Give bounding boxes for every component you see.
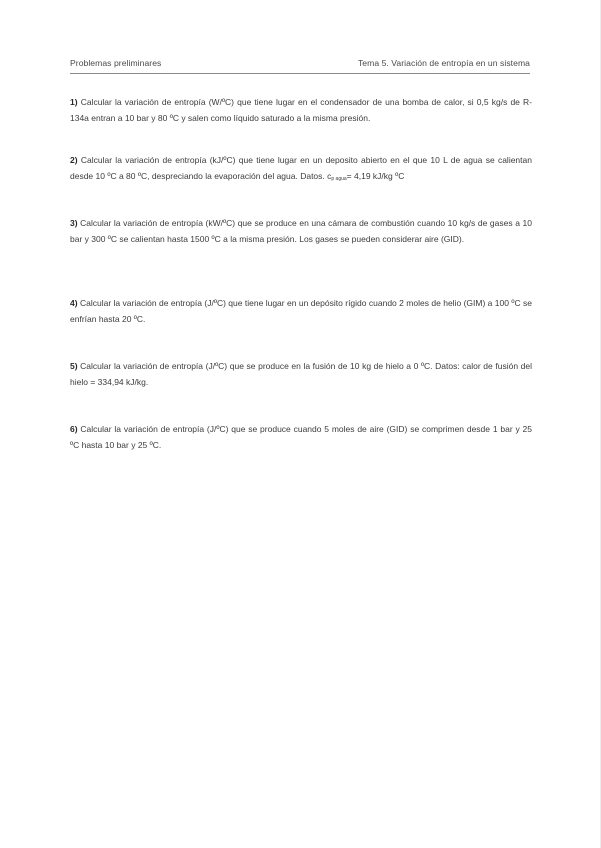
header-divider — [70, 73, 530, 74]
problem-4 — [70, 296, 532, 327]
problem-text: Calcular la variación de entropía (J/ºC) que se produce cuando 5 moles de aire (GID) se comprimen desde 1 bar y 25 ºC hasta 10 bar y 25 ºC. — [70, 424, 532, 450]
problem-number: 5) — [70, 361, 78, 371]
problem-number: 3) — [70, 218, 78, 228]
header-topic-title: Tema 5. Variación de entropía en un sistema — [357, 58, 530, 68]
problem-number: 2) — [70, 155, 78, 165]
header-course-title: Problemas preliminares — [70, 58, 162, 68]
problem-1 — [70, 95, 532, 126]
specific-heat-subscript: p agua — [331, 175, 347, 182]
problem-number: 4) — [70, 298, 78, 308]
problem-text-after: = 4,19 kJ/kg ºC — [346, 170, 405, 181]
problem-text: Calcular la variación de entropía (kJ/ºC) que tiene lugar en un deposito abierto en el que 10 L de agua se calientan desde 10 ºC a 80 ºC, despreciando la evaporación del agua. Datos. c — [70, 155, 532, 181]
problem-5 — [70, 359, 532, 390]
problem-number: 6) — [70, 424, 78, 434]
problem-number: 1) — [70, 97, 78, 107]
problem-text: Calcular la variación de entropía (J/ºC) que se produce en la fusión de 10 kg de hielo a 0 ºC. Datos: calor de fusión del hielo = 334,94 kJ/kg. — [70, 361, 532, 387]
problem-2 — [70, 153, 532, 187]
page-header — [70, 58, 530, 72]
problem-3 — [70, 216, 532, 247]
problem-text: Calcular la variación de entropía (W/ºC) que tiene lugar en el condensador de una bomba de calor, si 0,5 kg/s de R-134a entran a 10 bar y 80 ºC y salen como líquido saturado a la misma presión. — [70, 97, 532, 123]
problem-6 — [70, 422, 532, 453]
problem-text: Calcular la variación de entropía (J/ºC) que tiene lugar en un depósito rígido cuando 2 moles de helio (GIM) a 100 ºC se enfrían hasta 20 ºC. — [70, 298, 532, 324]
problem-text: Calcular la variación de entropía (kW/ºC) que se produce en una cámara de combustión cuando 10 kg/s de gases a 10 bar y 300 ºC se calientan hasta 1500 ºC a la misma presión. Los gases se pueden considerar aire (GID). — [70, 218, 532, 244]
